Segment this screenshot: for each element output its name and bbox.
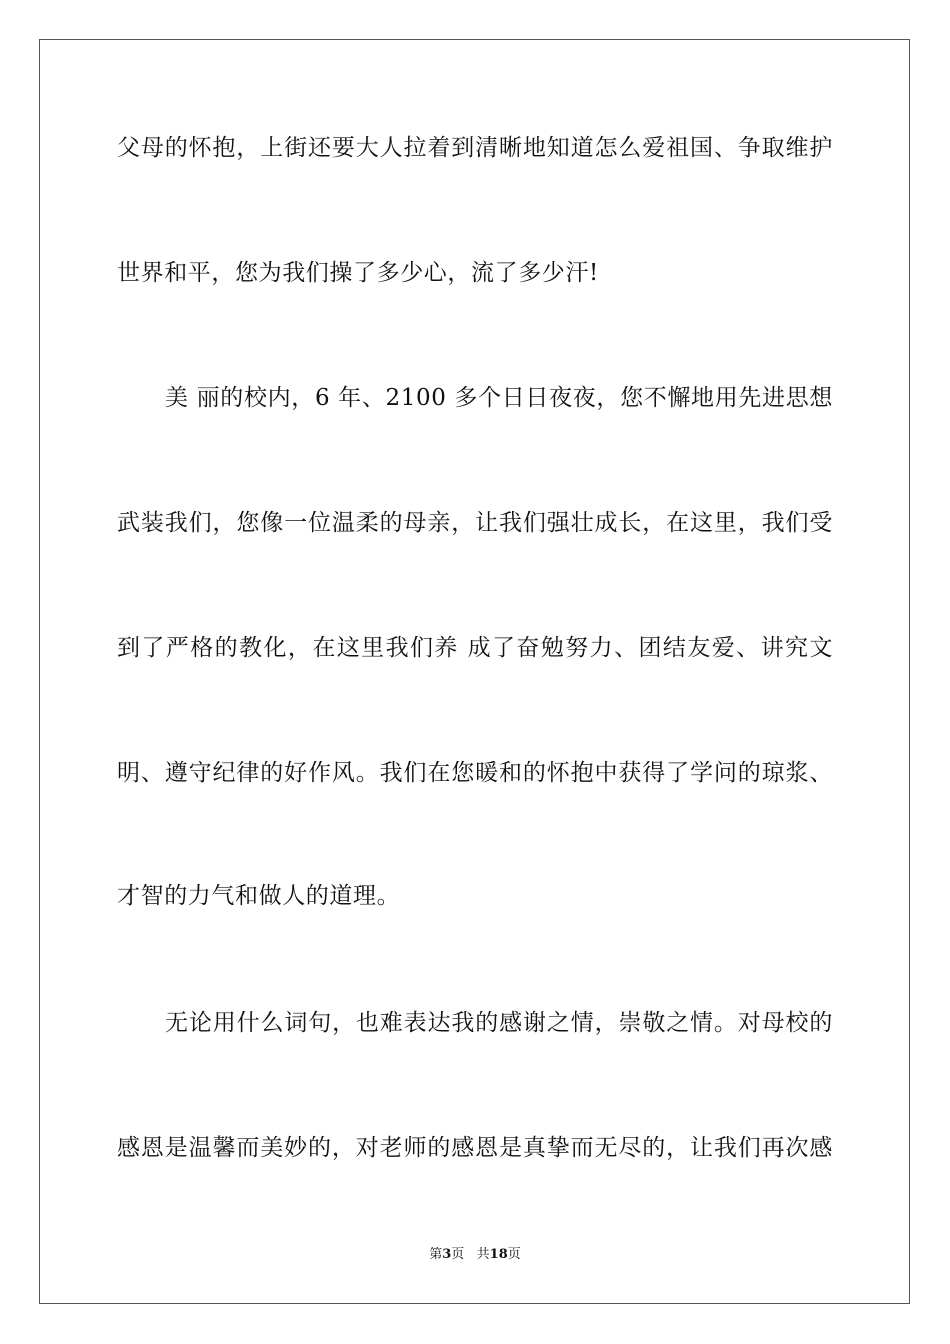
page-footer xyxy=(0,1246,950,1264)
total-pages-number: 18 xyxy=(489,1247,508,1262)
text-line: 到了严格的教化，在这里我们养 成了奋勉努力、团结友爱、讲究文 xyxy=(117,635,833,661)
text-line: 才智的力气和做人的道理。 xyxy=(117,883,401,909)
text-line: 无论用什么词句，也难表达我的感谢之情，崇敬之情。对母校的 xyxy=(165,1010,833,1036)
text-line: 美 丽的校内，6 年、2100 多个日日夜夜，您不懈地用先进思想 xyxy=(165,385,833,411)
text-line: 世界和平，您为我们操了多少心，流了多少汗! xyxy=(117,260,599,286)
text-line: 父母的怀抱，上街还要大人拉着到清晰地知道怎么爱祖国、争取维护 xyxy=(117,135,833,161)
page-border xyxy=(39,39,910,1304)
footer-suffix: 页 xyxy=(507,1247,521,1262)
text-line: 武装我们，您像一位温柔的母亲，让我们强壮成长，在这里，我们受 xyxy=(117,510,833,536)
footer-middle: 页 共 xyxy=(451,1247,490,1262)
text-line: 感恩是温馨而美妙的，对老师的感恩是真挚而无尽的，让我们再次感 xyxy=(117,1135,833,1161)
current-page-number: 3 xyxy=(442,1247,452,1262)
text-line: 明、遵守纪律的好作风。我们在您暖和的怀抱中获得了学问的琼浆、 xyxy=(117,760,833,786)
footer-prefix: 第 xyxy=(429,1247,443,1262)
